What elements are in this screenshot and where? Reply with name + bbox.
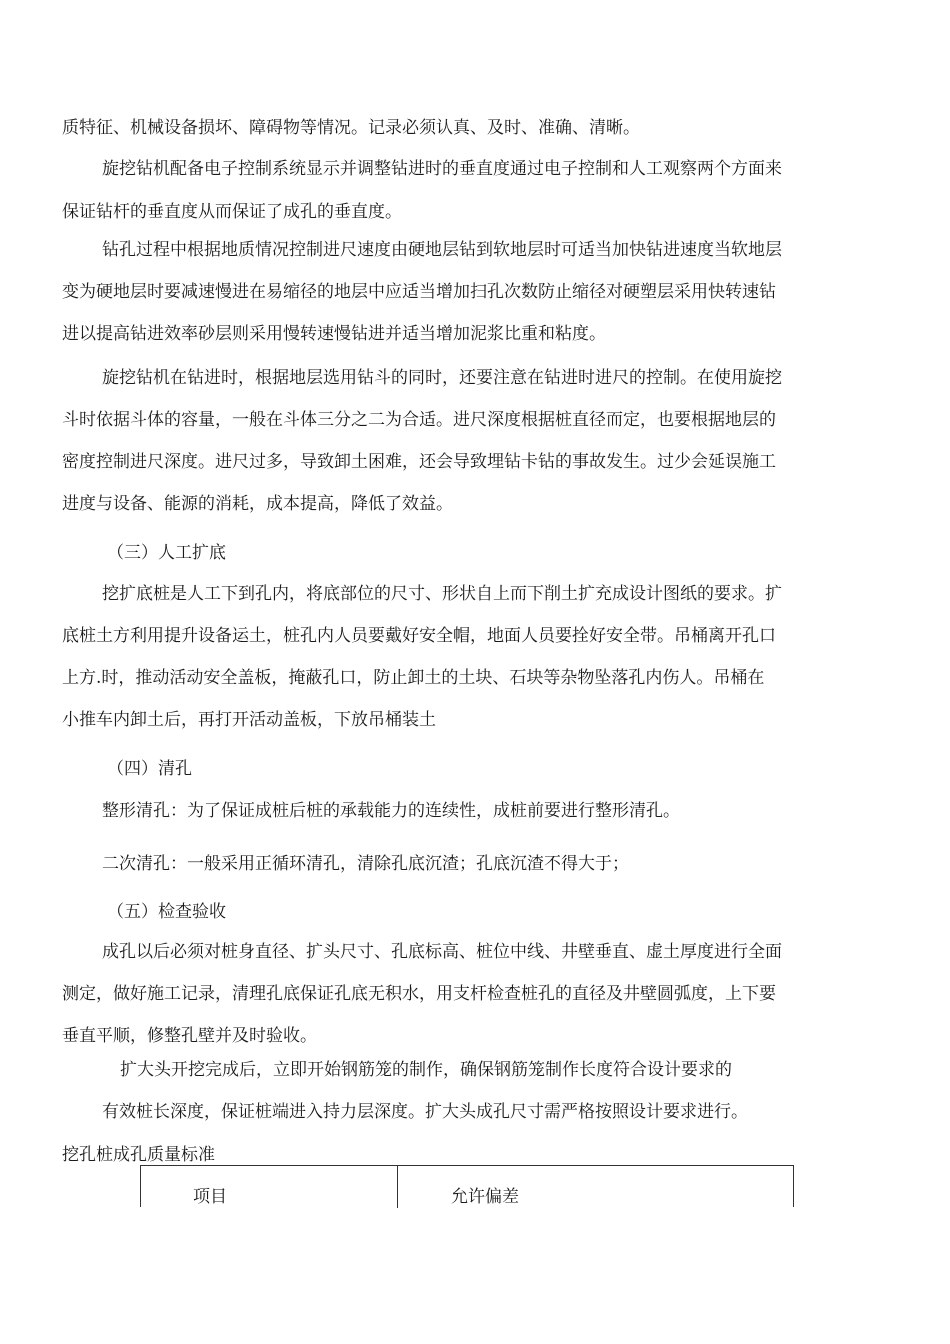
text-line: 旋挖钻机配备电子控制系统显示并调整钻进时的垂直度通过电子控制和人工观察两个方面来 xyxy=(102,159,782,179)
text-line: 有效桩长深度，保证桩端进入持力层深度。扩大头成孔尺寸需严格按照设计要求进行。 xyxy=(102,1102,748,1122)
text-line: 保证钻杆的垂直度从而保证了成孔的垂直度。 xyxy=(62,202,402,222)
text-line: 上方.时，推动活动安全盖板，掩蔽孔口，防止卸土的土块、石块等杂物坠落孔内伤人。吊桶在 xyxy=(62,668,765,688)
text-line: 底桩土方利用提升设备运土，桩孔内人员要戴好安全帽，地面人员要拴好安全带。吊桶离开孔口 xyxy=(62,626,776,646)
text-line: 旋挖钻机在钻进时，根据地层选用钻斗的同时，还要注意在钻进时进尺的控制。在使用旋挖 xyxy=(102,368,782,388)
text-line: 二次清孔：一般采用正循环清孔，清除孔底沉渣；孔底沉渣不得大于； xyxy=(102,854,629,874)
text-line: 变为硬地层时要减速慢进在易缩径的地层中应适当增加扫孔次数防止缩径对硬塑层采用快转速钻 xyxy=(62,282,776,302)
text-line: 整形清孔：为了保证成桩后桩的承载能力的连续性，成桩前要进行整形清孔。 xyxy=(102,801,680,821)
section-heading: （三）人工扩底 xyxy=(107,543,226,563)
text-line: 成孔以后必须对桩身直径、扩头尺寸、孔底标高、桩位中线、井壁垂直、虚土厚度进行全面 xyxy=(102,942,782,962)
section-heading: （四）清孔 xyxy=(107,759,192,779)
text-line: 进度与设备、能源的消耗，成本提高，降低了效益。 xyxy=(62,494,453,514)
text-line: 质特征、机械设备损坏、障碍物等情况。记录必须认真、及时、准确、清晰。 xyxy=(62,118,640,138)
table-title: 挖孔桩成孔质量标准 xyxy=(62,1145,215,1165)
table-header-tolerance: 允许偏差 xyxy=(451,1187,519,1207)
table-column-divider xyxy=(397,1166,398,1208)
text-line: 斗时依据斗体的容量，一般在斗体三分之二为合适。进尺深度根据桩直径而定，也要根据地层的 xyxy=(62,410,776,430)
text-line: 密度控制进尺深度。进尺过多，导致卸土困难，还会导致埋钻卡钻的事故发生。过少会延误施工 xyxy=(62,452,776,472)
text-line: 进以提高钻进效率砂层则采用慢转速慢钻进并适当增加泥浆比重和粘度。 xyxy=(62,324,606,344)
text-line: 小推车内卸土后，再打开活动盖板，下放吊桶装土 xyxy=(62,710,436,730)
table-header-item: 项目 xyxy=(193,1187,227,1207)
text-line: 扩大头开挖完成后，立即开始钢筋笼的制作，确保钢筋笼制作长度符合设计要求的 xyxy=(120,1060,732,1080)
text-line: 测定，做好施工记录，清理孔底保证孔底无积水，用支杆检查桩孔的直径及井壁圆弧度，上下要 xyxy=(62,984,776,1004)
section-heading: （五）检查验收 xyxy=(107,902,226,922)
text-line: 垂直平顺，修整孔壁并及时验收。 xyxy=(62,1026,317,1046)
text-line: 钻孔过程中根据地质情况控制进尺速度由硬地层钻到软地层时可适当加快钻进速度当软地层 xyxy=(102,240,782,260)
text-line: 挖扩底桩是人工下到孔内，将底部位的尺寸、形状自上而下削土扩充成设计图纸的要求。扩 xyxy=(102,584,782,604)
quality-standard-table xyxy=(140,1165,794,1207)
